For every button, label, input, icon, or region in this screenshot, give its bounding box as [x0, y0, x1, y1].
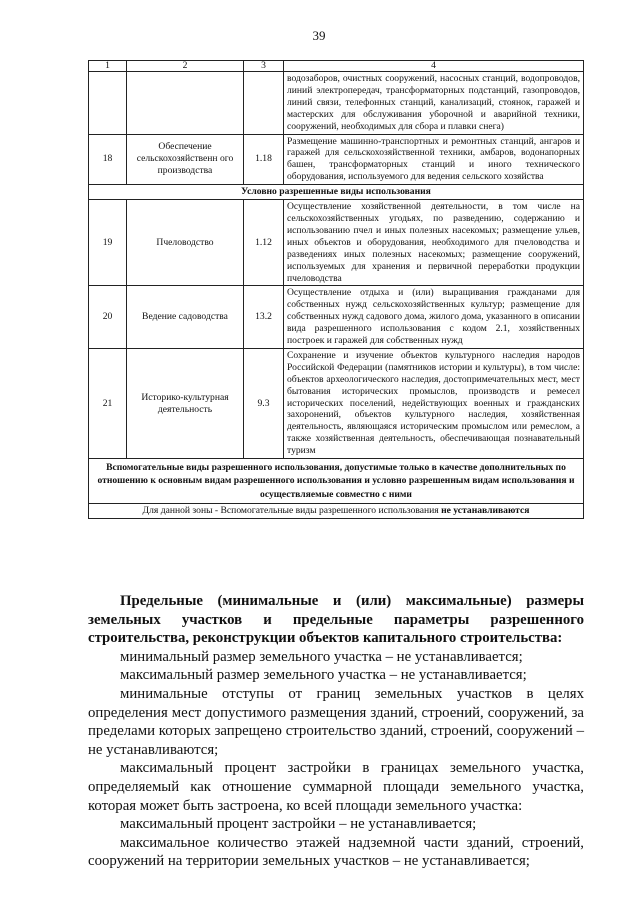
- row-use-name: Обеспечение сельскохозяйственн ого производства: [127, 134, 244, 185]
- header-col-2: 2: [127, 61, 244, 72]
- table-row: [89, 200, 584, 286]
- footer-text: Для данной зоны - Вспомогательные виды разрешенного использования: [142, 504, 442, 516]
- header-col-1: 1: [89, 61, 127, 72]
- row-description: Осуществление хозяйственной деятельности, в том числе на сельскохозяйственных угодьях, по разведению, содержанию и использованию пчел и иных полезных насекомых; размещение ульев, иных объектов и оборудования, необходимого для пчеловодства и разведениях иных полезных насекомых; размещение сооружений, используемых для хранения и первичной переработки продукции пчеловодства: [284, 200, 584, 286]
- paragraph: максимальное количество этажей надземной части зданий, строений, сооружений на территории земельных участков – не устанавливается;: [88, 834, 584, 870]
- row-code: 1.12: [244, 200, 284, 286]
- table-row-continuation: [89, 72, 584, 135]
- regulations-text: [88, 592, 584, 871]
- section-heading: Предельные (минимальные и (или) максимальные) размеры земельных участков и предельные параметры разрешенного строительства, реконструкции объектов капитального строительства:: [88, 593, 584, 647]
- land-use-table: [88, 60, 584, 519]
- footer-bold-text: не устанавливаются: [441, 504, 530, 516]
- row-use-name: Ведение садоводства: [127, 286, 244, 349]
- table-row: [89, 134, 584, 185]
- paragraph: минимальные отступы от границ земельных участков в целях определения мест допустимого размещения зданий, строений, сооружений, за пределами которых запрещено строительство зданий, строений, сооружений – не устанавливаются;: [88, 685, 584, 758]
- row-code: 1.18: [244, 134, 284, 185]
- table-row: [89, 286, 584, 349]
- row-description: Осуществление отдыха и (или) выращивания гражданами для собственных нужд сельскохозяйственных культур; размещение для собственных нужд садового дома, жилого дома, указанного в описании вида разрешенного использования с кодом 2.1, хозяйственных построек и гаражей для собственных нужд: [284, 286, 584, 349]
- table-header-row: [89, 61, 584, 72]
- section-title-conditional: Условно разрешенные виды использования: [89, 185, 584, 200]
- row-number: 18: [89, 134, 127, 185]
- row-number: 21: [89, 348, 127, 458]
- row-description: Размещение машинно-транспортных и ремонтных станций, ангаров и гаражей для сельскохозяйственной техники, амбаров, водонапорных башен, трансформаторных станций и иного технического оборудования, используемого для ведения сельского хозяйства: [284, 134, 584, 185]
- paragraph: максимальный процент застройки – не устанавливается;: [120, 816, 477, 833]
- header-col-4: 4: [284, 61, 584, 72]
- row-use-name: Пчеловодство: [127, 200, 244, 286]
- row-number: 20: [89, 286, 127, 349]
- table-row: [89, 348, 584, 458]
- paragraph: максимальный процент застройки в границах земельного участка, определяемый как отношение суммарной площади земельного участка, которая может быть застроена, ко всей площади земельного участка:: [88, 760, 584, 814]
- table-footer-row: [89, 503, 584, 518]
- section-row-auxiliary: [89, 459, 584, 504]
- page-number: 39: [312, 28, 326, 43]
- row-code: 9.3: [244, 348, 284, 458]
- row-description: водозаборов, очистных сооружений, насосных станций, водопроводов, линий электропередач, трансформаторных подстанций, газопроводов, линий связи, телефонных станций, канализаций, стоянок, гаражей и мастерских для обслуживания уборочной и аварийной техники, сооружений, необходимых для сбора и плавки снега): [284, 72, 584, 135]
- section-title-auxiliary: Вспомогательные виды разрешенного использования, допустимые только в качестве дополнительных по отношению к основным видам разрешенного использования и условно разрешенным видам использования и осуществляемые совместно с ними: [89, 459, 584, 504]
- section-row-conditional: [89, 185, 584, 200]
- paragraph: минимальный размер земельного участка – не устанавливается;: [120, 648, 523, 665]
- row-use-name: Историко-культурная деятельность: [127, 348, 244, 458]
- table-footer-note: [89, 503, 584, 518]
- row-description: Сохранение и изучение объектов культурного наследия народов Российской Федерации (памятников истории и культуры), в том числе: объектов археологического наследия, достопримечательных мест, мест бытования исторических промыслов, производств и ремесел исторических поселений, недействующих военных и гражданских захоронений, объектов культурного наследия, хозяйственная деятельность, являющаяся историческим промыслом или ремеслом, а также хозяйственная деятельность, обеспечивающая познавательный туризм: [284, 348, 584, 458]
- header-col-3: 3: [244, 61, 284, 72]
- row-code: 13.2: [244, 286, 284, 349]
- paragraph: максимальный размер земельного участка – не устанавливается;: [120, 667, 527, 684]
- row-number: 19: [89, 200, 127, 286]
